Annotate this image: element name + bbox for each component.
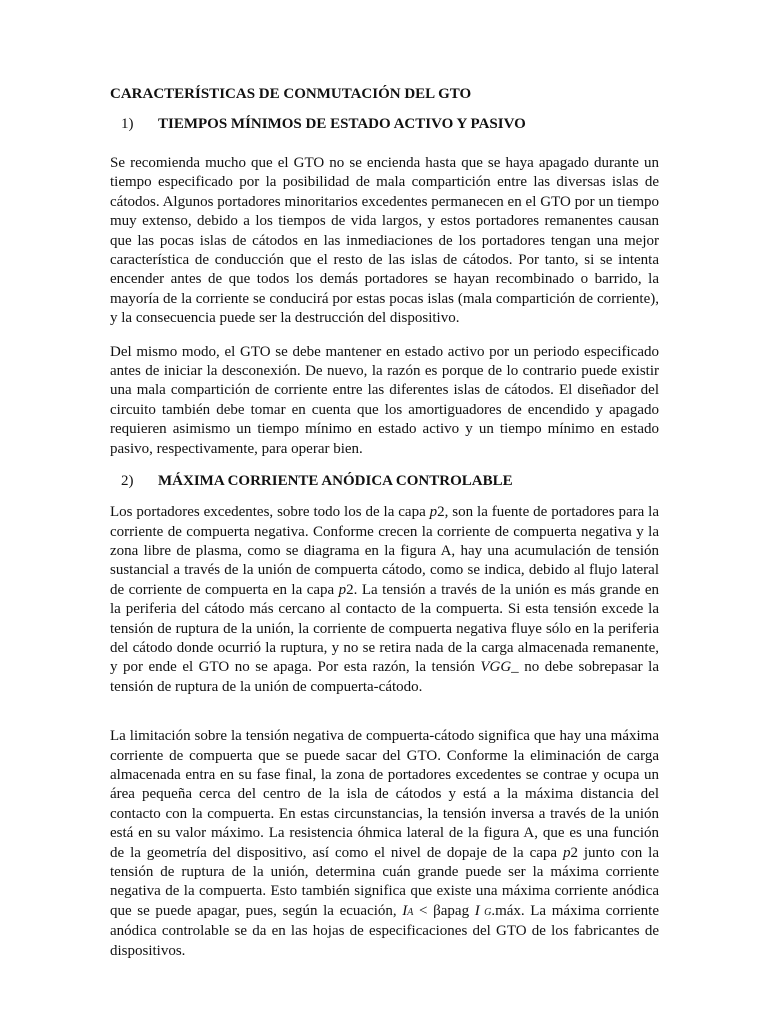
- section-1-paragraph-1: Se recomienda mucho que el GTO no se encienda hasta que se haya apagado durante un tiempo especificado por la posibilidad de mala compartición entre las diversas islas de cátodos. Algunos portadores minoritarios excedentes permanecen en el GTO por un tiempo muy extenso, debido a los tiempos de vida largos, y estos portadores remanentes causan que las pocas islas de cátodos en las inmediaciones de los portadores tengan una mejor característica de conducción que el resto de las islas de cátodos. Por tanto, si se intenta encender antes de que todos los demás portadores se hayan recombinado o barrido, la mayoría de la corriente se conducirá por estas pocas islas (mala compartición de corriente), y la consecuencia puede ser la destrucción del dispositivo.: [110, 155, 659, 327]
- text-run-italic: I: [474, 902, 480, 919]
- section-1-heading-text: TIEMPOS MÍNIMOS DE ESTADO ACTIVO Y PASIVO: [158, 116, 526, 132]
- section-1-number: 1): [121, 116, 134, 132]
- text-run: Los portadores excedentes, sobre todo los de la capa: [110, 504, 430, 521]
- text-run: 2, son la fuente de portadores para la corriente de compuerta negativa. Conforme crecen la corriente de compuerta negativa y la zona libre de plasma, como se diagrama en la figura A, hay una acumulación de tensión sustancial a través de la unión de compuerta cátodo, como se indica, debido al flujo lateral de corriente de compuerta en la capa: [110, 504, 659, 598]
- text-run: .máx. La máxima corriente anódica controlable se da en las hojas de especificaciones del GTO de los fabricantes de dispositivos.: [110, 902, 659, 959]
- text-run-italic: p: [338, 581, 347, 598]
- text-run-italic: VGG_: [480, 659, 519, 676]
- section-2-paragraph-2: [110, 727, 659, 961]
- text-run-subscript: A: [407, 906, 414, 918]
- text-run-italic: p: [562, 844, 571, 861]
- text-run: 2. La tensión a través de la unión es más grande en la periferia del cátodo más cercano al contacto de la compuerta. Si esta tensión excede la tensión de ruptura de la unión, la corriente de compuerta negativa fluye sólo en la periferia del cátodo donde ocurrió la ruptura, y no se retira nada de la carga almacenada remanente, y por ende el GTO no se apaga. Por esta razón, la tensión: [110, 581, 659, 676]
- section-2-heading: [110, 471, 659, 491]
- section-1-heading: [110, 114, 659, 134]
- section-2-heading-text: MÁXIMA CORRIENTE ANÓDICA CONTROLABLE: [158, 473, 513, 490]
- text-run-italic: I: [402, 902, 408, 919]
- document-page: [110, 84, 659, 975]
- document-title: CARACTERÍSTICAS DE CONMUTACIÓN DEL GTO: [110, 86, 472, 102]
- text-run: < βapag: [413, 902, 475, 919]
- text-run-italic: p: [429, 504, 438, 521]
- text-run: 2 junto con la tensión de ruptura de la unión, determina cuán grande puede ser la máxima corriente negativa de la compuerta. Esto también significa que existe una máxima corriente anódica que se puede apagar, pues, según la ecuación,: [110, 844, 659, 919]
- section-2-number: 2): [121, 473, 134, 490]
- section-1-paragraph-2: Del mismo modo, el GTO se debe mantener en estado activo por un periodo especificado antes de iniciar la desconexión. De nuevo, la razón es porque de lo contrario puede existir una mala compartición de corriente entre las diferentes islas de cátodos. El diseñador del circuito también debe tomar en cuenta que los amortiguadores de encendido y apagado requieren asimismo un tiempo mínimo en estado activo y un tiempo mínimo en estado pasivo, respectivamente, para operar bien.: [110, 343, 659, 457]
- text-run-subscript: G: [479, 906, 492, 918]
- text-run: no debe sobrepasar la tensión de ruptura de la unión de compuerta-cátodo.: [110, 659, 659, 695]
- text-run: La limitación sobre la tensión negativa de compuerta-cátodo significa que hay una máxima corriente de compuerta que se puede sacar del GTO. Conforme la eliminación de carga almacenada entra en su fase final, la zona de portadores excedentes se contrae y ocupa un área pequeña cerca del centro de la isla de cátodos y está a la máxima distancia del contacto con la compuerta. En estas circunstancias, la tensión inversa a través de la unión está en su valor máximo. La resistencia óhmica lateral de la figura A, que es una función de la geometría del dispositivo, así como el nivel de dopaje de la capa: [110, 728, 659, 861]
- section-2-paragraph-1: [110, 503, 659, 697]
